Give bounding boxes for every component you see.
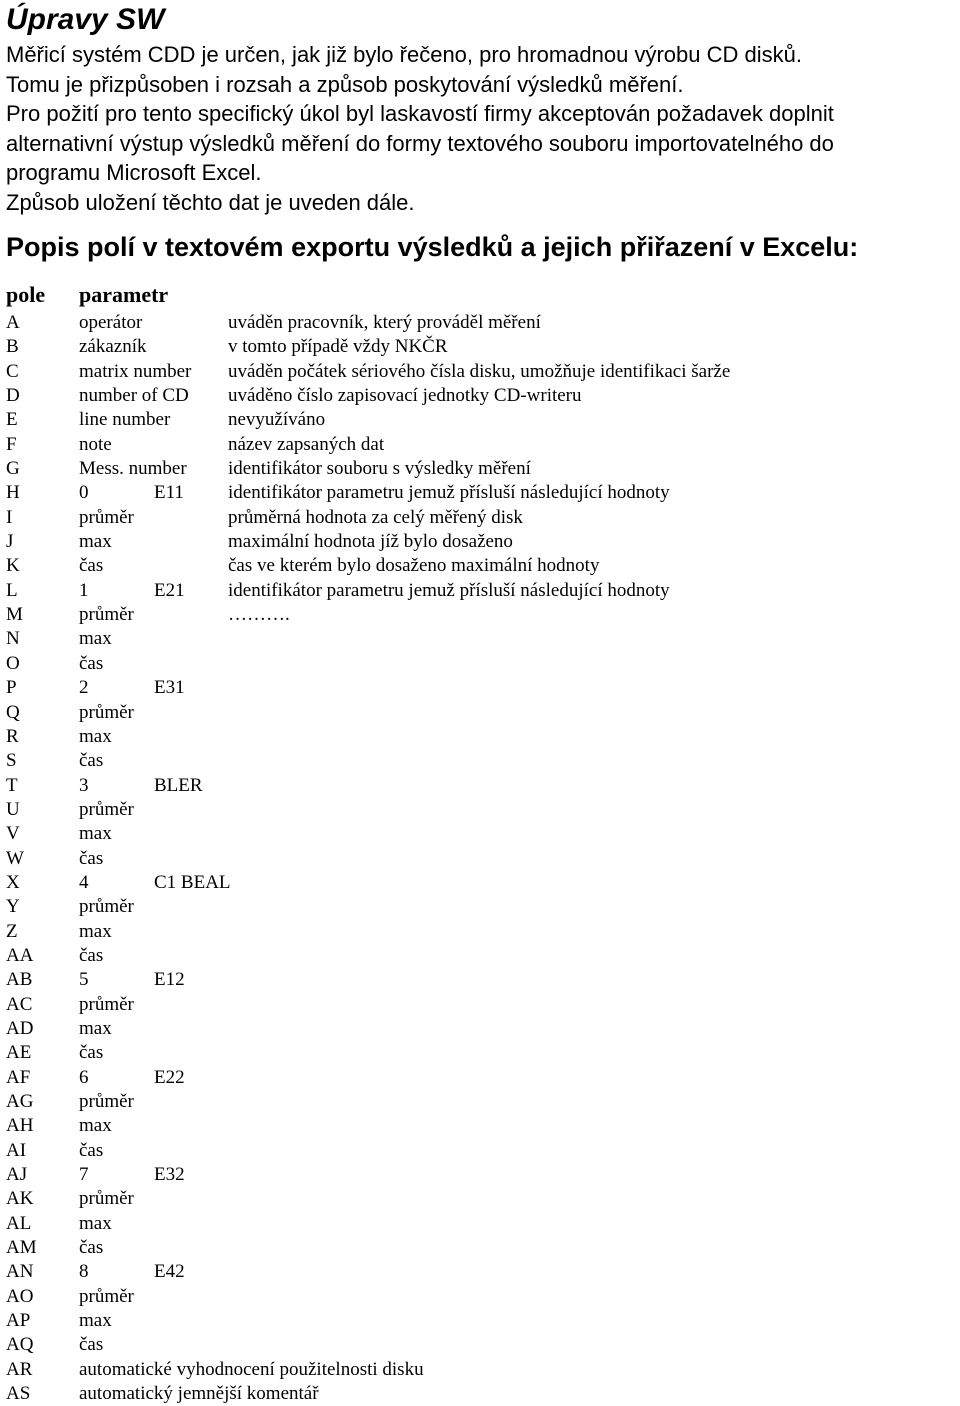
table-row: [6, 457, 956, 481]
table-row: [6, 895, 956, 919]
table-row: [6, 1236, 956, 1260]
cell-pole: J: [6, 531, 14, 553]
cell-parametr: průměr: [79, 1285, 134, 1307]
table-row: [6, 1309, 956, 1333]
cell-pole: AO: [6, 1285, 34, 1307]
intro-paragraph: [6, 40, 956, 217]
table-header: [6, 280, 956, 310]
cell-pole: AH: [6, 1115, 34, 1137]
table-row: [6, 871, 956, 895]
table-row: [6, 408, 956, 432]
table-row: [6, 1017, 956, 1041]
cell-parametr: průměr: [79, 604, 134, 626]
cell-pole: AN: [6, 1261, 34, 1283]
cell-pole: AE: [6, 1042, 32, 1064]
table-row: [6, 1139, 956, 1163]
intro-line: alternativní výstup výsledků měření do formy textového souboru importovatelného do: [6, 130, 834, 156]
cell-parametr: automatické vyhodnocení použitelnosti disku: [79, 1358, 424, 1380]
cell-parametr: 0: [79, 482, 89, 504]
intro-line: programu Microsoft Excel.: [6, 160, 262, 185]
table-row: [6, 701, 956, 725]
table-row: [6, 1163, 956, 1187]
header-parametr: parametr: [79, 282, 169, 307]
cell-parametr: čas: [79, 847, 104, 869]
cell-pole: M: [6, 604, 23, 626]
cell-description: uváděno číslo zapisovací jednotky CD-writeru: [228, 385, 582, 407]
table-row: [6, 944, 956, 968]
cell-pole: C: [6, 360, 19, 382]
cell-pole: AQ: [6, 1334, 34, 1356]
cell-parametr: průměr: [79, 1091, 134, 1112]
cell-description: název zapsaných dat: [228, 433, 385, 455]
cell-parametr: 3: [79, 774, 89, 796]
cell-pole: AA: [6, 944, 34, 966]
table-body: [6, 311, 956, 1406]
cell-parametr: max: [79, 920, 112, 942]
table-row: [6, 1066, 956, 1090]
header-pole: pole: [6, 282, 46, 307]
field-mapping-table: [6, 280, 956, 1406]
table-row: [6, 1382, 956, 1406]
cell-pole: O: [6, 652, 20, 674]
intro-line: Tomu je přizpůsoben i rozsah a způsob poskytování výsledků měření.: [6, 71, 684, 97]
cell-parametr: max: [79, 823, 112, 845]
table-row: [6, 1285, 956, 1309]
intro-line: Měřicí systém CDD je určen, jak již bylo řečeno, pro hromadnou výrobu CD disků.: [6, 42, 802, 67]
cell-parametr: čas: [79, 1042, 104, 1064]
section-heading: Popis polí v textovém exportu výsledků a jejich přiřazení v Excelu:: [6, 232, 859, 262]
table-row: [6, 822, 956, 846]
cell-parametr: průměr: [79, 798, 134, 820]
table-row: [6, 311, 956, 335]
cell-parametr: průměr: [79, 1188, 134, 1210]
cell-pole: AJ: [6, 1164, 28, 1186]
cell-description: maximální hodnota jíž bylo dosaženo: [228, 531, 513, 553]
table-row: [6, 481, 956, 505]
cell-pole: AF: [6, 1066, 31, 1088]
cell-parametr: čas: [79, 1334, 104, 1356]
cell-pole: AK: [6, 1188, 34, 1210]
cell-pole: I: [6, 506, 13, 528]
cell-description: čas ve kterém bylo dosaženo maximální hodnoty: [228, 555, 600, 577]
cell-parametr: čas: [79, 1237, 104, 1259]
cell-parametr: 1: [79, 579, 89, 601]
cell-pole: H: [6, 482, 20, 504]
cell-parametr: čas: [79, 750, 104, 772]
cell-code: E22: [154, 1066, 185, 1088]
cell-description: v tomto případě vždy NKČR: [228, 336, 448, 358]
cell-parametr: 7: [79, 1164, 89, 1186]
cell-pole: A: [6, 312, 20, 333]
cell-code: E11: [154, 482, 184, 504]
table-row: [6, 749, 956, 773]
cell-code: BLER: [154, 774, 203, 796]
cell-parametr: průměr: [79, 896, 134, 918]
table-row: [6, 968, 956, 992]
table-row: [6, 1333, 956, 1357]
table-row: [6, 676, 956, 700]
cell-parametr: průměr: [79, 506, 134, 528]
cell-parametr: max: [79, 1310, 112, 1332]
cell-parametr: 4: [79, 871, 89, 893]
cell-pole: N: [6, 628, 20, 650]
cell-code: E12: [154, 969, 185, 991]
table-row: [6, 433, 956, 457]
cell-parametr: 8: [79, 1261, 89, 1283]
cell-pole: E: [6, 409, 18, 431]
cell-description: identifikátor souboru s výsledky měření: [228, 458, 531, 480]
table-row: [6, 554, 956, 578]
cell-parametr: max: [79, 1212, 112, 1234]
table-row: [6, 335, 956, 359]
table-row: [6, 920, 956, 944]
table-row: [6, 1114, 956, 1138]
cell-pole: AM: [6, 1237, 37, 1259]
cell-description: identifikátor parametru jemuž přísluší následující hodnoty: [228, 482, 670, 504]
cell-description: uváděn počátek sériového čísla disku, umožňuje identifikaci šarže: [228, 360, 731, 382]
cell-pole: S: [6, 750, 17, 772]
cell-pole: U: [6, 798, 20, 820]
page-title: Úpravy SW: [6, 3, 165, 36]
cell-code: E32: [154, 1164, 185, 1186]
cell-pole: W: [6, 847, 24, 869]
cell-pole: R: [6, 725, 19, 747]
table-row: [6, 774, 956, 798]
cell-code: E31: [154, 677, 185, 699]
cell-pole: Q: [6, 701, 20, 723]
table-row: [6, 579, 956, 603]
table-row: [6, 847, 956, 871]
cell-code: E21: [154, 579, 185, 601]
table-row: [6, 506, 956, 530]
cell-code: C1 BEAL: [154, 871, 231, 893]
cell-code: E42: [154, 1261, 185, 1283]
table-row: [6, 1260, 956, 1284]
cell-pole: X: [6, 871, 20, 893]
cell-description: nevyužíváno: [228, 409, 326, 431]
cell-parametr: max: [79, 1115, 112, 1137]
cell-parametr: průměr: [79, 701, 134, 723]
table-row: [6, 603, 956, 627]
cell-description: průměrná hodnota za celý měřený disk: [228, 506, 523, 528]
intro-line: Pro požití pro tento specifický úkol byl laskavostí firmy akceptován požadavek doplnit: [6, 101, 834, 126]
cell-pole: AP: [6, 1310, 31, 1332]
cell-pole: AD: [6, 1017, 34, 1039]
cell-pole: AB: [6, 969, 33, 991]
cell-parametr: max: [79, 628, 112, 650]
cell-pole: D: [6, 385, 20, 407]
cell-parametr: 5: [79, 969, 89, 991]
cell-pole: G: [6, 458, 20, 480]
cell-parametr: Mess. number: [79, 458, 187, 480]
table-row: [6, 1358, 956, 1382]
cell-parametr: čas: [79, 1139, 104, 1161]
table-row: [6, 627, 956, 651]
cell-description: identifikátor parametru jemuž přísluší následující hodnoty: [228, 579, 670, 601]
cell-parametr: čas: [79, 555, 104, 577]
cell-pole: AG: [6, 1091, 34, 1112]
cell-parametr: 6: [79, 1066, 89, 1088]
table-row: [6, 798, 956, 822]
cell-pole: T: [6, 774, 18, 796]
cell-pole: L: [6, 579, 18, 601]
cell-pole: AL: [6, 1212, 32, 1234]
cell-parametr: automatický jemnější komentář: [79, 1383, 319, 1405]
cell-parametr: max: [79, 531, 112, 553]
table-row: [6, 1187, 956, 1211]
cell-pole: K: [6, 555, 20, 577]
table-row: [6, 1041, 956, 1065]
cell-parametr: matrix number: [79, 360, 192, 382]
cell-parametr: max: [79, 725, 112, 747]
cell-parametr: čas: [79, 944, 104, 966]
cell-description: uváděn pracovník, který prováděl měření: [228, 312, 541, 333]
cell-parametr: čas: [79, 652, 104, 674]
cell-parametr: zákazník: [79, 336, 147, 358]
cell-pole: AC: [6, 993, 33, 1015]
cell-pole: Z: [6, 920, 18, 942]
cell-pole: AI: [6, 1139, 27, 1161]
cell-pole: P: [6, 677, 17, 699]
cell-pole: V: [6, 823, 20, 845]
cell-parametr: 2: [79, 677, 89, 699]
cell-pole: F: [6, 433, 17, 455]
cell-parametr: number of CD: [79, 385, 189, 407]
cell-parametr: max: [79, 1017, 112, 1039]
cell-parametr: průměr: [79, 993, 134, 1015]
table-row: [6, 993, 956, 1017]
cell-description: ……….: [228, 604, 290, 626]
cell-parametr: operátor: [79, 312, 143, 333]
cell-pole: B: [6, 336, 19, 358]
cell-pole: Y: [6, 896, 20, 918]
table-row: [6, 1212, 956, 1236]
table-row: [6, 1090, 956, 1114]
cell-parametr: note: [79, 433, 112, 455]
table-row: [6, 725, 956, 749]
cell-parametr: line number: [79, 409, 171, 431]
table-row: [6, 652, 956, 676]
table-row: [6, 360, 956, 384]
table-row: [6, 530, 956, 554]
intro-line: Způsob uložení těchto dat je uveden dále.: [6, 189, 415, 215]
cell-pole: AS: [6, 1383, 31, 1405]
cell-pole: AR: [6, 1358, 33, 1380]
table-row: [6, 384, 956, 408]
